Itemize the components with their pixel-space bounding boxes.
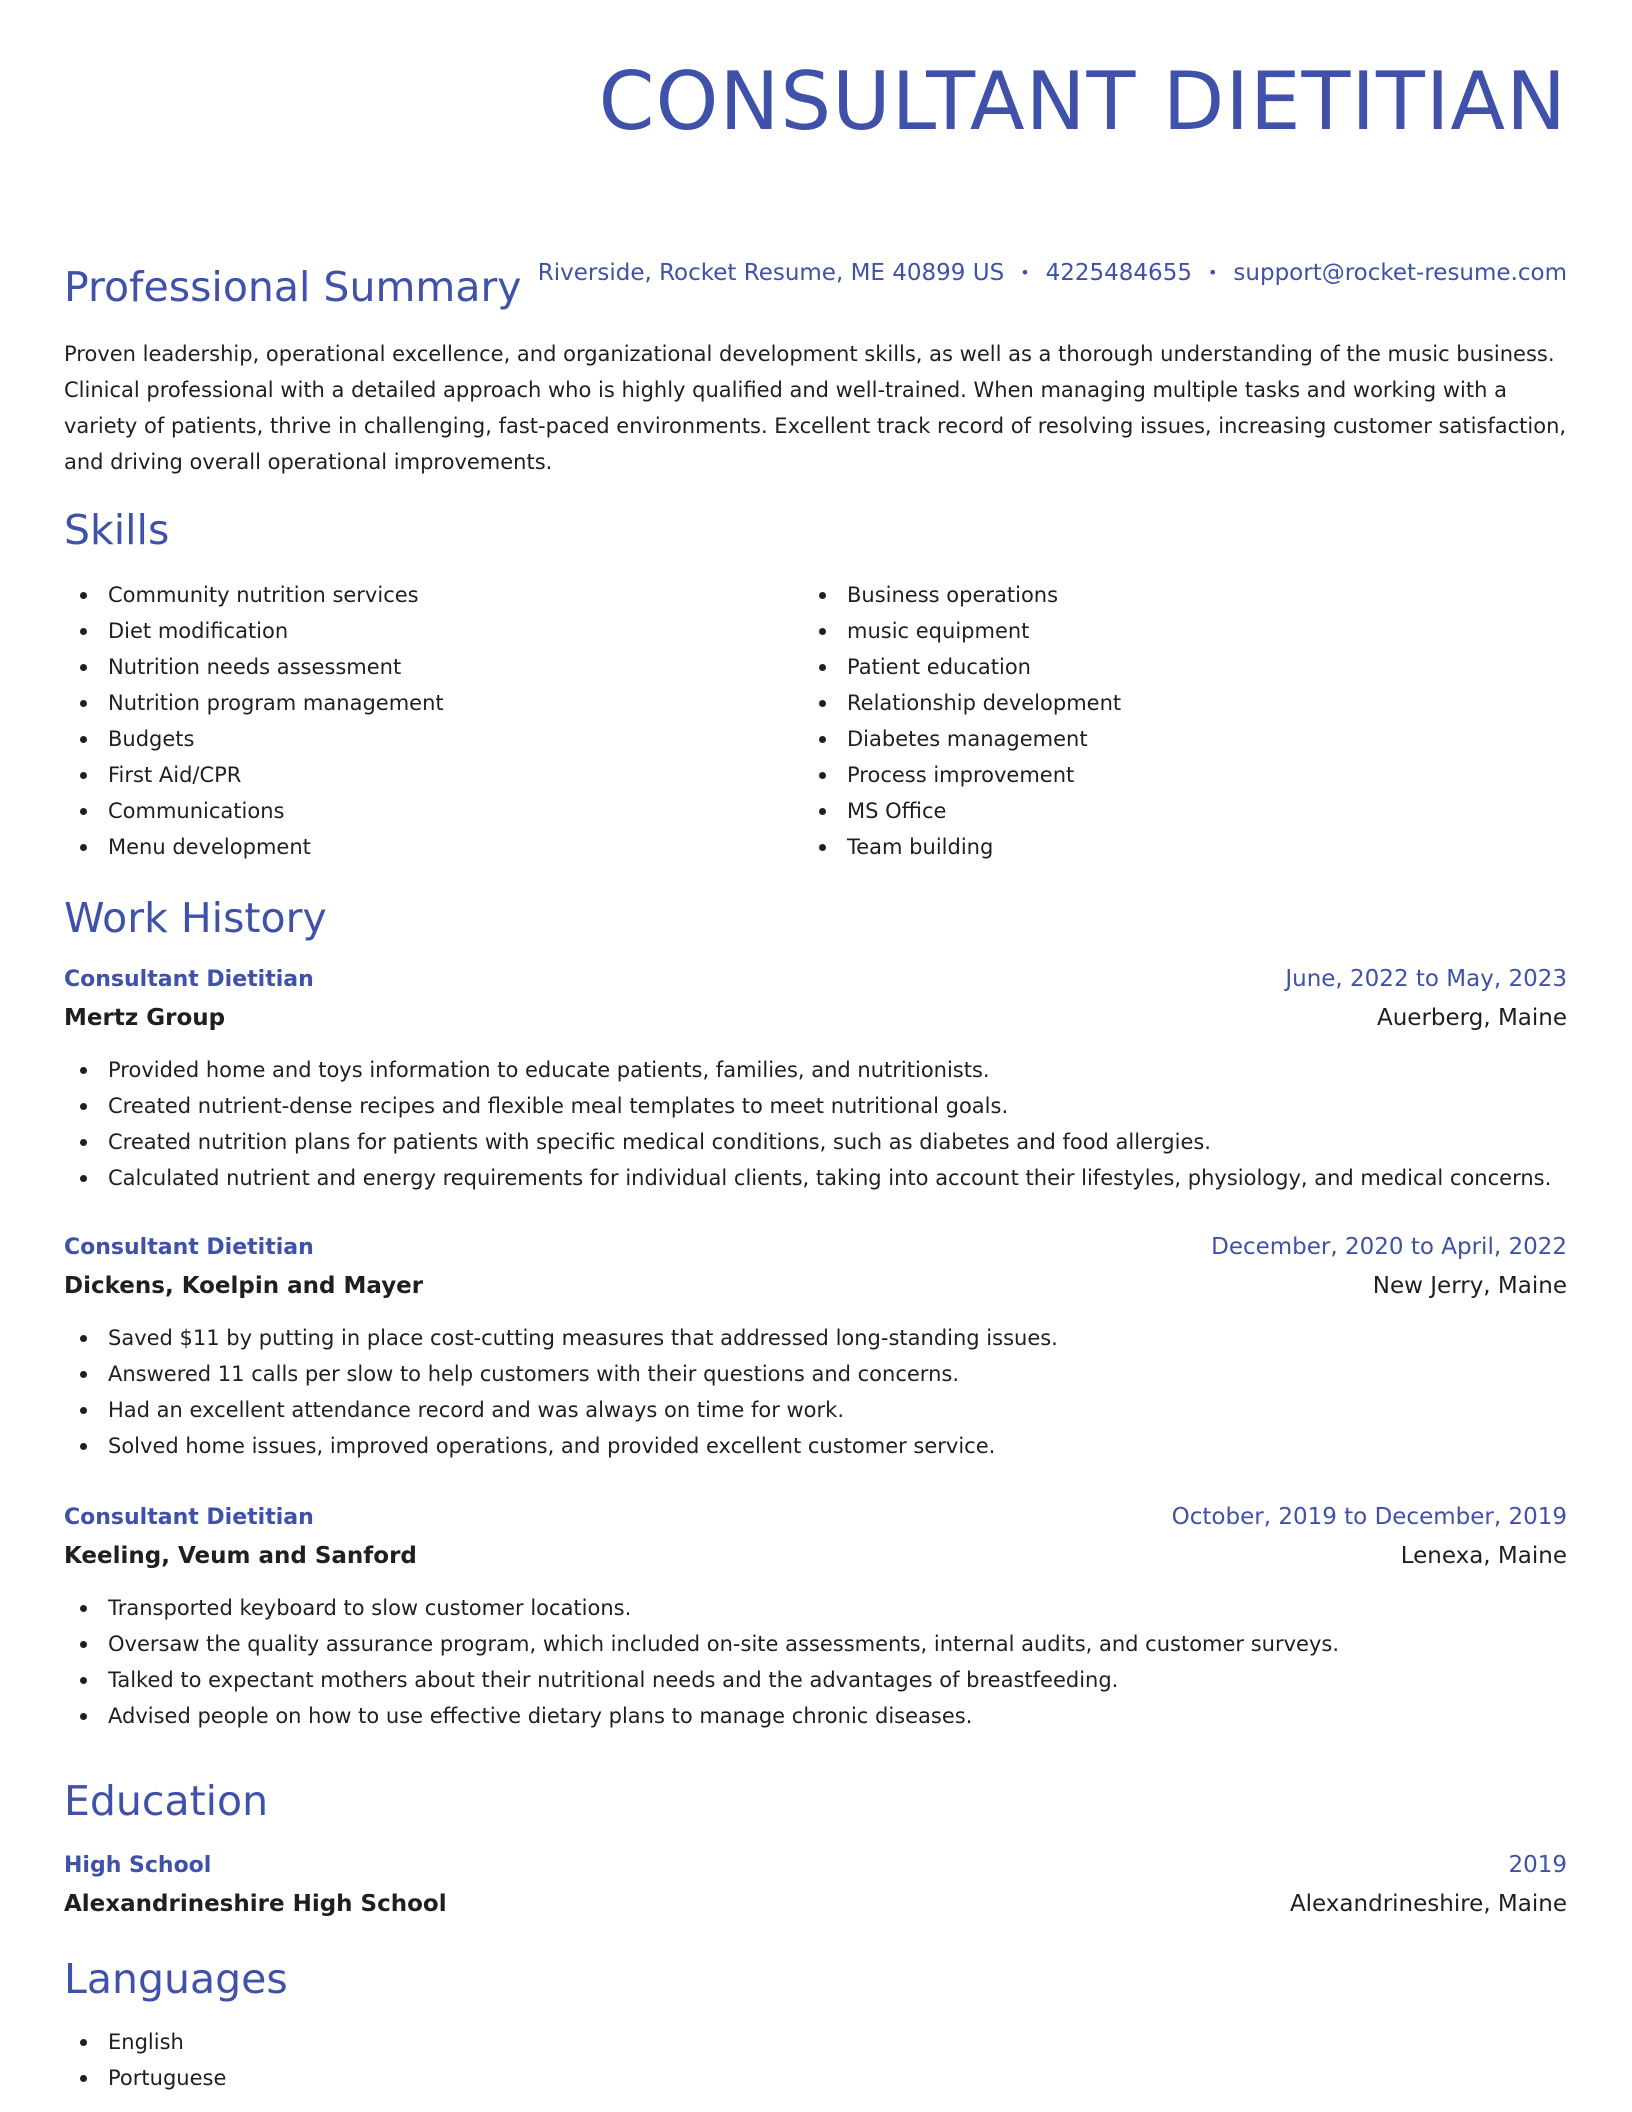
education-year: 2019 (1508, 1852, 1567, 1878)
skill-item: Team building (803, 829, 1121, 865)
job-bullet: Created nutrition plans for patients with specific medical conditions, such as diabetes and food allergies. (64, 1124, 1567, 1160)
job-bullet: Created nutrient-dense recipes and flexible meal templates to meet nutritional goals. (64, 1088, 1567, 1124)
skill-item: Diet modification (64, 613, 444, 649)
skill-item: First Aid/CPR (64, 757, 444, 793)
job-bullet: Had an excellent attendance record and was always on time for work. (64, 1392, 1567, 1428)
languages-list (64, 2024, 226, 2096)
job-location: Auerberg, Maine (1377, 1005, 1567, 1031)
education-location: Alexandrineshire, Maine (1289, 1891, 1567, 1917)
language-item: Portuguese (64, 2060, 226, 2096)
job-bullet: Calculated nutrient and energy requirements for individual clients, taking into account their lifestyles, physiology, and medical concerns. (64, 1160, 1567, 1196)
job-entry (64, 1499, 1567, 1734)
job-bullet: Saved $11 by putting in place cost-cutting measures that addressed long-standing issues. (64, 1320, 1567, 1356)
contact-line (538, 258, 1567, 288)
skill-item: Budgets (64, 721, 444, 757)
skill-item: music equipment (803, 613, 1121, 649)
job-bullets (64, 1320, 1567, 1464)
skill-item: Nutrition needs assessment (64, 649, 444, 685)
job-bullet: Advised people on how to use effective dietary plans to manage chronic diseases. (64, 1698, 1567, 1734)
skill-item: Process improvement (803, 757, 1121, 793)
skills-list-left (64, 577, 444, 865)
language-item: English (64, 2024, 226, 2060)
work-history-heading: Work History (64, 894, 327, 942)
contact-phone: 4225484655 (1045, 260, 1192, 286)
job-location: New Jerry, Maine (1372, 1273, 1567, 1299)
languages-heading: Languages (64, 1955, 288, 2003)
job-bullets (64, 1052, 1567, 1196)
job-dates: October, 2019 to December, 2019 (1171, 1504, 1567, 1530)
skill-item: Relationship development (803, 685, 1121, 721)
skills-heading: Skills (64, 506, 170, 554)
job-bullet: Transported keyboard to slow customer locations. (64, 1590, 1567, 1626)
job-entry (64, 961, 1567, 1196)
skill-item: Menu development (64, 829, 444, 865)
job-bullets (64, 1590, 1567, 1734)
job-bullet: Answered 11 calls per slow to help customers with their questions and concerns. (64, 1356, 1567, 1392)
job-bullet: Oversaw the quality assurance program, which included on-site assessments, internal audits, and customer surveys. (64, 1626, 1567, 1662)
education-degree: High School (64, 1853, 212, 1878)
contact-email: support@rocket-resume.com (1233, 260, 1567, 286)
job-title: Consultant Dietitian (64, 967, 314, 992)
candidate-name: CONSULTANT DIETITIAN (598, 55, 1567, 148)
resume-header (64, 0, 1567, 286)
job-dates: December, 2020 to April, 2022 (1211, 1234, 1567, 1260)
job-dates: June, 2022 to May, 2023 (1285, 966, 1567, 992)
job-bullet: Provided home and toys information to educate patients, families, and nutritionists. (64, 1052, 1567, 1088)
resume-page (64, 0, 1567, 2090)
job-title: Consultant Dietitian (64, 1505, 314, 1530)
summary-heading: Professional Summary (64, 263, 522, 311)
skill-item: Business operations (803, 577, 1121, 613)
job-company: Keeling, Veum and Sanford (64, 1543, 417, 1569)
education-heading: Education (64, 1777, 269, 1825)
skill-item: Nutrition program management (64, 685, 444, 721)
skill-item: Communications (64, 793, 444, 829)
job-company: Mertz Group (64, 1005, 226, 1031)
job-entry (64, 1229, 1567, 1464)
skill-item: MS Office (803, 793, 1121, 829)
skill-item: Diabetes management (803, 721, 1121, 757)
summary-text: Proven leadership, operational excellence, and organizational development skills, as well as a thorough understanding of the music business. Clinical professional with a detailed approach who is highly qualified and well-trained. When managing multiple tasks and working with a variety of patients, thrive in challenging, fast-paced environments. Excellent track record of resolving issues, increasing customer satisfaction, and driving overall operational improvements. (64, 342, 1567, 474)
skill-item: Community nutrition services (64, 577, 444, 613)
job-bullet: Talked to expectant mothers about their nutritional needs and the advantages of breastfeeding. (64, 1662, 1567, 1698)
education-entry (64, 1847, 1567, 1924)
contact-separator: • (1207, 263, 1218, 282)
contact-address: Riverside, Rocket Resume, ME 40899 US (537, 260, 1005, 286)
education-school: Alexandrineshire High School (64, 1891, 447, 1917)
job-location: Lenexa, Maine (1400, 1543, 1567, 1569)
skill-item: Patient education (803, 649, 1121, 685)
job-title: Consultant Dietitian (64, 1235, 314, 1260)
job-bullet: Solved home issues, improved operations, and provided excellent customer service. (64, 1428, 1567, 1464)
job-company: Dickens, Koelpin and Mayer (64, 1273, 424, 1299)
contact-separator: • (1020, 263, 1030, 282)
skills-list-right (803, 577, 1121, 865)
